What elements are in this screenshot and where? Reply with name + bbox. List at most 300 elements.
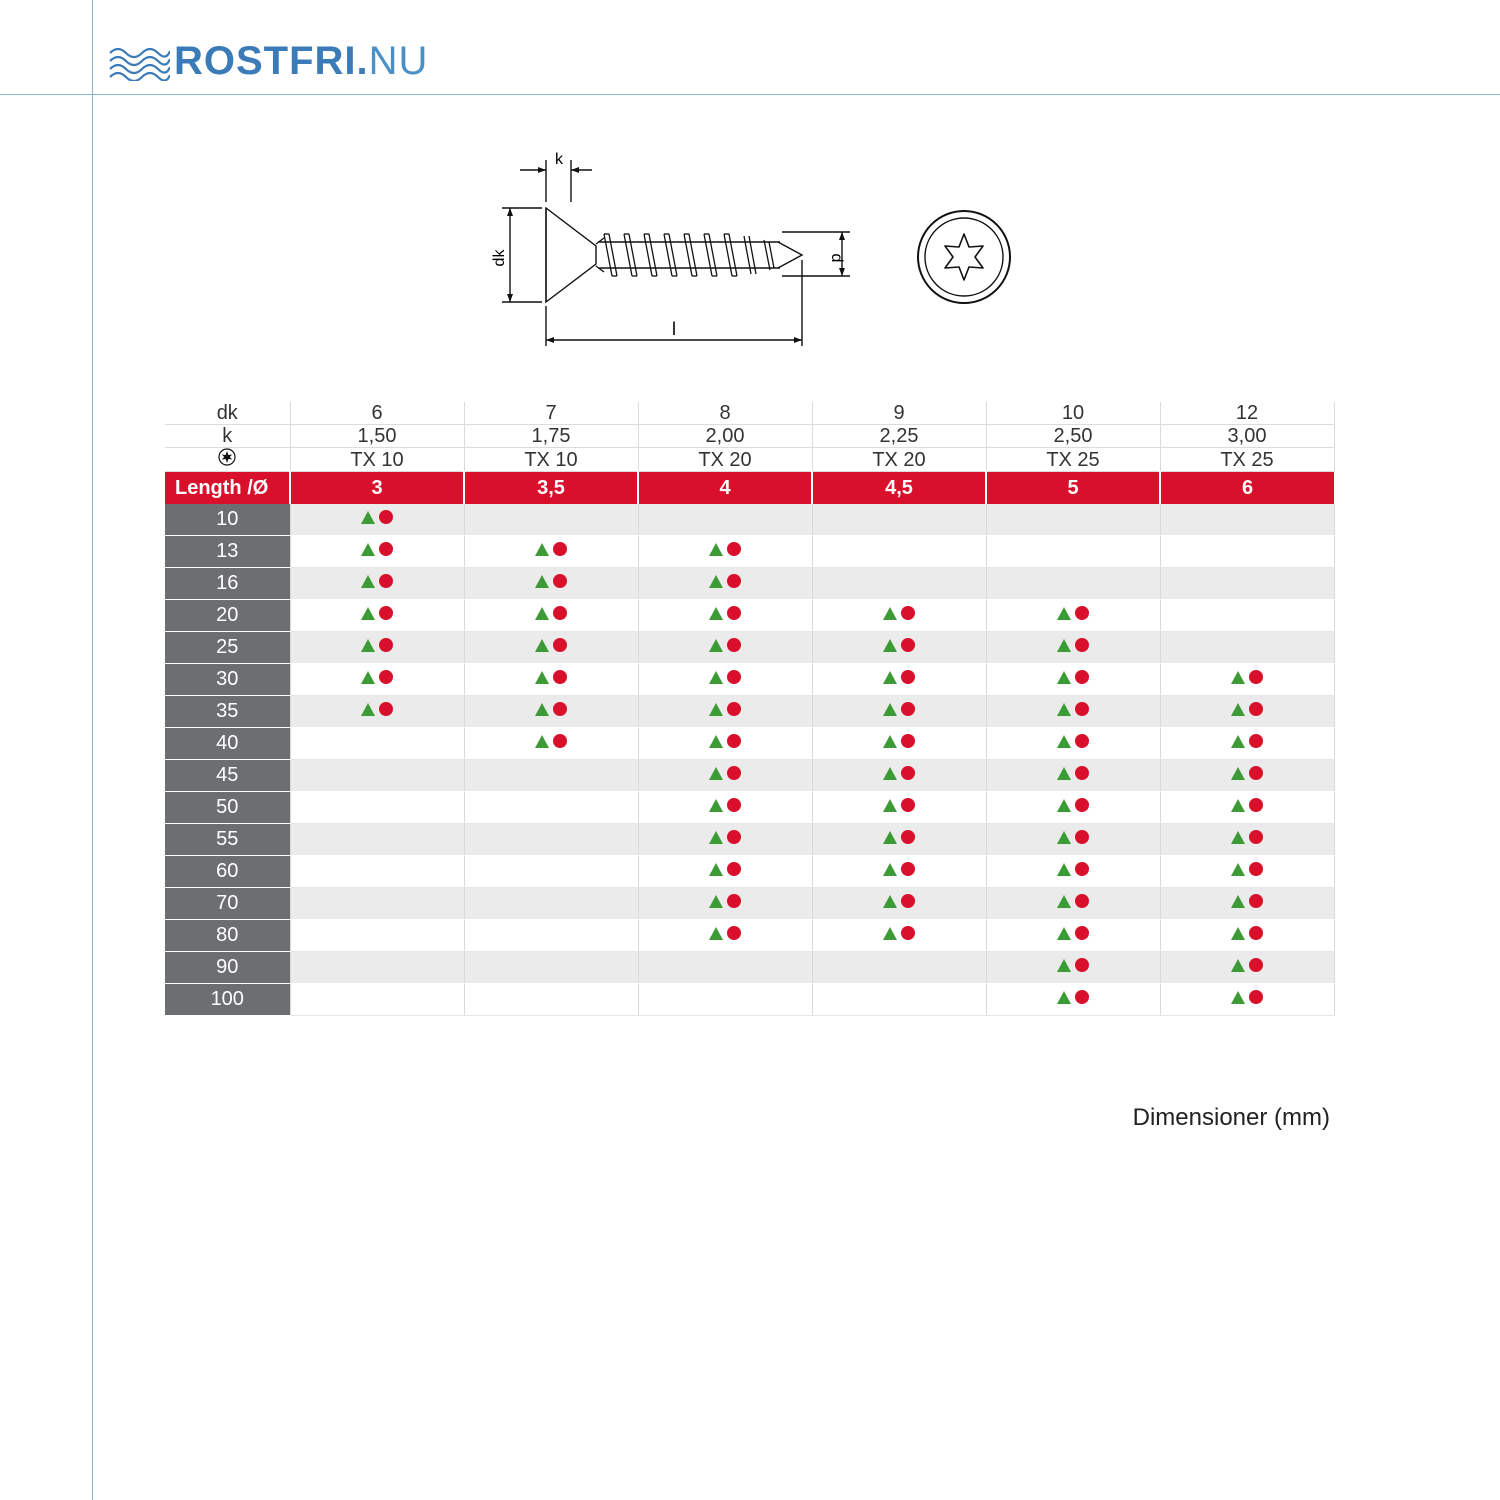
dot-icon	[1249, 734, 1263, 748]
availability-cell	[638, 984, 812, 1016]
availability-cell	[986, 696, 1160, 728]
availability-cell	[638, 568, 812, 600]
length-cell: 16	[165, 568, 290, 600]
availability-marker	[1231, 830, 1263, 844]
triangle-icon	[361, 639, 375, 652]
availability-cell	[464, 568, 638, 600]
dot-icon	[553, 638, 567, 652]
availability-cell	[290, 664, 464, 696]
triangle-icon	[883, 671, 897, 684]
spec-value: 8	[638, 402, 812, 425]
availability-cell	[638, 600, 812, 632]
availability-cell	[638, 888, 812, 920]
availability-marker	[883, 830, 915, 844]
availability-marker	[883, 606, 915, 620]
triangle-icon	[1057, 959, 1071, 972]
availability-cell	[290, 920, 464, 952]
availability-marker	[535, 638, 567, 652]
triangle-icon	[1231, 735, 1245, 748]
triangle-icon	[883, 607, 897, 620]
dot-icon	[727, 606, 741, 620]
dot-icon	[727, 862, 741, 876]
availability-marker	[1057, 958, 1089, 972]
availability-marker	[709, 702, 741, 716]
triangle-icon	[709, 735, 723, 748]
dot-icon	[379, 606, 393, 620]
availability-cell	[1160, 536, 1334, 568]
triangle-icon	[535, 735, 549, 748]
dot-icon	[553, 670, 567, 684]
table-row	[165, 728, 1334, 760]
triangle-icon	[1231, 863, 1245, 876]
availability-cell	[290, 504, 464, 536]
dot-icon	[1075, 990, 1089, 1004]
triangle-icon	[1057, 735, 1071, 748]
torx-drive-icon	[165, 448, 290, 472]
dot-icon	[727, 638, 741, 652]
triangle-icon	[883, 799, 897, 812]
triangle-icon	[709, 927, 723, 940]
dot-icon	[901, 926, 915, 940]
dot-icon	[1075, 798, 1089, 812]
header-divider	[0, 94, 1500, 95]
length-cell: 13	[165, 536, 290, 568]
availability-cell	[812, 792, 986, 824]
availability-cell	[464, 888, 638, 920]
brand-logo[interactable]	[108, 38, 428, 84]
triangle-icon	[1231, 703, 1245, 716]
availability-cell	[812, 664, 986, 696]
availability-marker	[883, 702, 915, 716]
triangle-icon	[1231, 927, 1245, 940]
spec-value: 1,50	[290, 425, 464, 448]
availability-cell	[290, 792, 464, 824]
availability-cell	[290, 696, 464, 728]
availability-marker	[1231, 766, 1263, 780]
dot-icon	[901, 638, 915, 652]
size-table	[165, 402, 1335, 1016]
triangle-icon	[1057, 799, 1071, 812]
table-row	[165, 888, 1334, 920]
availability-marker	[1057, 638, 1089, 652]
dot-icon	[1075, 702, 1089, 716]
availability-cell	[1160, 824, 1334, 856]
triangle-icon	[709, 895, 723, 908]
units-note: Dimensioner (mm)	[1132, 1104, 1330, 1131]
table-row	[165, 568, 1334, 600]
availability-marker	[883, 670, 915, 684]
dot-icon	[901, 670, 915, 684]
triangle-icon	[1057, 607, 1071, 620]
table-row	[165, 536, 1334, 568]
dot-icon	[553, 734, 567, 748]
dot-icon	[727, 574, 741, 588]
dot-icon	[1075, 894, 1089, 908]
availability-marker	[1057, 734, 1089, 748]
triangle-icon	[883, 831, 897, 844]
availability-cell	[638, 760, 812, 792]
triangle-icon	[1057, 927, 1071, 940]
availability-cell	[290, 760, 464, 792]
dot-icon	[1249, 894, 1263, 908]
availability-cell	[986, 664, 1160, 696]
dot-icon	[1249, 862, 1263, 876]
availability-cell	[986, 536, 1160, 568]
availability-marker	[883, 894, 915, 908]
availability-cell	[1160, 792, 1334, 824]
availability-cell	[1160, 728, 1334, 760]
triangle-icon	[709, 639, 723, 652]
availability-marker	[1057, 670, 1089, 684]
dot-icon	[727, 542, 741, 556]
triangle-icon	[709, 831, 723, 844]
availability-cell	[1160, 888, 1334, 920]
availability-cell	[464, 728, 638, 760]
availability-marker	[709, 574, 741, 588]
spec-value: 6	[290, 402, 464, 425]
dot-icon	[379, 510, 393, 524]
dot-icon	[379, 574, 393, 588]
triangle-icon	[535, 575, 549, 588]
spec-value: 10	[986, 402, 1160, 425]
availability-marker	[1057, 862, 1089, 876]
availability-cell	[986, 856, 1160, 888]
diameter-header: 6	[1160, 472, 1334, 505]
table-row	[165, 984, 1334, 1016]
availability-cell	[812, 504, 986, 536]
availability-marker	[709, 830, 741, 844]
availability-cell	[290, 568, 464, 600]
dot-icon	[901, 702, 915, 716]
availability-cell	[1160, 760, 1334, 792]
dot-icon	[379, 670, 393, 684]
diameter-header: 4,5	[812, 472, 986, 505]
availability-marker	[709, 766, 741, 780]
dot-icon	[1249, 702, 1263, 716]
triangle-icon	[1057, 703, 1071, 716]
table-row	[165, 696, 1334, 728]
table-row	[165, 920, 1334, 952]
length-cell: 100	[165, 984, 290, 1016]
availability-marker	[1057, 926, 1089, 940]
triangle-icon	[1231, 991, 1245, 1004]
dot-icon	[553, 606, 567, 620]
table-row	[165, 632, 1334, 664]
length-diameter-label: Length /Ø	[165, 472, 290, 505]
availability-cell	[464, 632, 638, 664]
availability-marker	[361, 702, 393, 716]
availability-cell	[812, 856, 986, 888]
availability-marker	[1231, 862, 1263, 876]
table-row	[165, 824, 1334, 856]
availability-cell	[986, 824, 1160, 856]
length-cell: 25	[165, 632, 290, 664]
availability-marker	[709, 894, 741, 908]
availability-cell	[290, 824, 464, 856]
dot-icon	[1075, 830, 1089, 844]
availability-cell	[986, 920, 1160, 952]
availability-cell	[1160, 984, 1334, 1016]
availability-marker	[1231, 798, 1263, 812]
spec-value: 9	[812, 402, 986, 425]
availability-cell	[464, 536, 638, 568]
availability-cell	[1160, 856, 1334, 888]
dot-icon	[379, 542, 393, 556]
spec-value: TX 10	[464, 448, 638, 472]
availability-marker	[361, 510, 393, 524]
triangle-icon	[883, 895, 897, 908]
availability-cell	[638, 664, 812, 696]
triangle-icon	[1231, 671, 1245, 684]
dot-icon	[727, 766, 741, 780]
triangle-icon	[361, 543, 375, 556]
length-cell: 20	[165, 600, 290, 632]
availability-cell	[638, 632, 812, 664]
triangle-icon	[1231, 959, 1245, 972]
availability-cell	[812, 984, 986, 1016]
availability-marker	[883, 862, 915, 876]
dot-icon	[1249, 958, 1263, 972]
triangle-icon	[361, 511, 375, 524]
availability-cell	[812, 568, 986, 600]
availability-cell	[638, 504, 812, 536]
dot-icon	[1249, 990, 1263, 1004]
diameter-header: 4	[638, 472, 812, 505]
dot-icon	[1075, 734, 1089, 748]
triangle-icon	[535, 639, 549, 652]
availability-cell	[638, 696, 812, 728]
dot-icon	[1249, 830, 1263, 844]
length-cell: 90	[165, 952, 290, 984]
spec-value: TX 20	[638, 448, 812, 472]
table-row	[165, 760, 1334, 792]
spec-label-k: k	[165, 425, 290, 448]
triangle-icon	[709, 575, 723, 588]
triangle-icon	[1231, 767, 1245, 780]
availability-cell	[986, 504, 1160, 536]
availability-marker	[709, 542, 741, 556]
availability-cell	[638, 824, 812, 856]
length-cell: 30	[165, 664, 290, 696]
dot-icon	[901, 766, 915, 780]
diameter-header-row	[165, 472, 1334, 505]
availability-cell	[986, 760, 1160, 792]
triangle-icon	[1057, 671, 1071, 684]
availability-marker	[1057, 830, 1089, 844]
dot-icon	[727, 670, 741, 684]
availability-cell	[464, 952, 638, 984]
availability-marker	[1231, 958, 1263, 972]
availability-marker	[709, 670, 741, 684]
spec-value: TX 25	[1160, 448, 1334, 472]
dot-icon	[1249, 670, 1263, 684]
availability-marker	[1231, 990, 1263, 1004]
availability-cell	[464, 600, 638, 632]
triangle-icon	[361, 671, 375, 684]
availability-marker	[883, 734, 915, 748]
availability-cell	[812, 600, 986, 632]
availability-cell	[638, 856, 812, 888]
availability-cell	[1160, 568, 1334, 600]
availability-cell	[812, 920, 986, 952]
availability-marker	[1057, 798, 1089, 812]
diameter-header: 3	[290, 472, 464, 505]
triangle-icon	[1057, 863, 1071, 876]
dot-icon	[901, 798, 915, 812]
spec-value: TX 10	[290, 448, 464, 472]
spec-value: 7	[464, 402, 638, 425]
length-cell: 35	[165, 696, 290, 728]
availability-marker	[709, 606, 741, 620]
waves-icon	[108, 41, 170, 81]
availability-marker	[1057, 990, 1089, 1004]
availability-marker	[535, 734, 567, 748]
triangle-icon	[709, 703, 723, 716]
availability-marker	[709, 862, 741, 876]
availability-cell	[290, 952, 464, 984]
left-margin-line	[92, 0, 93, 1500]
availability-cell	[464, 792, 638, 824]
availability-cell	[812, 536, 986, 568]
availability-cell	[1160, 920, 1334, 952]
availability-cell	[464, 504, 638, 536]
availability-marker	[883, 638, 915, 652]
availability-cell	[638, 536, 812, 568]
availability-cell	[464, 760, 638, 792]
dot-icon	[727, 798, 741, 812]
availability-marker	[361, 638, 393, 652]
spec-value: 2,25	[812, 425, 986, 448]
availability-cell	[464, 856, 638, 888]
table-row	[165, 952, 1334, 984]
availability-cell	[812, 632, 986, 664]
availability-cell	[464, 696, 638, 728]
availability-cell	[638, 792, 812, 824]
triangle-icon	[1231, 831, 1245, 844]
availability-cell	[986, 952, 1160, 984]
dot-icon	[1075, 862, 1089, 876]
availability-marker	[883, 798, 915, 812]
dot-icon	[1075, 670, 1089, 684]
dot-icon	[901, 830, 915, 844]
availability-marker	[535, 670, 567, 684]
availability-cell	[1160, 664, 1334, 696]
length-cell: 40	[165, 728, 290, 760]
spec-value: 2,00	[638, 425, 812, 448]
availability-cell	[638, 920, 812, 952]
triangle-icon	[883, 639, 897, 652]
length-cell: 80	[165, 920, 290, 952]
availability-marker	[883, 926, 915, 940]
availability-cell	[290, 856, 464, 888]
availability-marker	[709, 926, 741, 940]
spec-value: 2,50	[986, 425, 1160, 448]
k-label: k	[555, 151, 563, 168]
triangle-icon	[709, 543, 723, 556]
dot-icon	[379, 702, 393, 716]
availability-marker	[1057, 894, 1089, 908]
dot-icon	[901, 606, 915, 620]
availability-cell	[986, 568, 1160, 600]
availability-cell	[986, 888, 1160, 920]
length-cell: 10	[165, 504, 290, 536]
availability-marker	[361, 542, 393, 556]
triangle-icon	[1057, 767, 1071, 780]
triangle-icon	[883, 863, 897, 876]
availability-cell	[1160, 696, 1334, 728]
dot-icon	[901, 862, 915, 876]
availability-cell	[812, 696, 986, 728]
triangle-icon	[709, 799, 723, 812]
availability-marker	[1231, 926, 1263, 940]
triangle-icon	[1057, 831, 1071, 844]
availability-cell	[1160, 504, 1334, 536]
availability-cell	[464, 664, 638, 696]
dot-icon	[901, 734, 915, 748]
dot-icon	[553, 574, 567, 588]
availability-marker	[1231, 894, 1263, 908]
availability-cell	[986, 984, 1160, 1016]
availability-marker	[535, 574, 567, 588]
availability-cell	[986, 600, 1160, 632]
triangle-icon	[709, 767, 723, 780]
d-label: d	[828, 253, 845, 263]
availability-marker	[361, 670, 393, 684]
spec-value: 12	[1160, 402, 1334, 425]
dot-icon	[1075, 638, 1089, 652]
triangle-icon	[535, 703, 549, 716]
table-row	[165, 856, 1334, 888]
dot-icon	[727, 894, 741, 908]
triangle-icon	[1057, 895, 1071, 908]
availability-cell	[812, 888, 986, 920]
availability-cell	[638, 728, 812, 760]
spec-header-row	[165, 425, 1334, 448]
dot-icon	[553, 702, 567, 716]
length-cell: 70	[165, 888, 290, 920]
triangle-icon	[1057, 639, 1071, 652]
availability-cell	[1160, 952, 1334, 984]
dot-icon	[727, 702, 741, 716]
triangle-icon	[535, 543, 549, 556]
availability-cell	[290, 536, 464, 568]
l-label: l	[672, 319, 676, 339]
table-row	[165, 600, 1334, 632]
availability-marker	[1057, 766, 1089, 780]
dot-icon	[1075, 958, 1089, 972]
triangle-icon	[1231, 895, 1245, 908]
dot-icon	[727, 734, 741, 748]
availability-cell	[290, 984, 464, 1016]
length-cell: 60	[165, 856, 290, 888]
dot-icon	[1075, 926, 1089, 940]
availability-cell	[290, 632, 464, 664]
table-row	[165, 504, 1334, 536]
spec-label-dk: dk	[165, 402, 290, 425]
spec-value: TX 25	[986, 448, 1160, 472]
availability-cell	[812, 728, 986, 760]
table-row	[165, 664, 1334, 696]
availability-marker	[1231, 734, 1263, 748]
dot-icon	[727, 830, 741, 844]
availability-cell	[290, 888, 464, 920]
spec-header-row	[165, 448, 1334, 472]
availability-marker	[883, 766, 915, 780]
availability-cell	[812, 952, 986, 984]
spec-header-row	[165, 402, 1334, 425]
availability-cell	[812, 824, 986, 856]
dot-icon	[379, 638, 393, 652]
